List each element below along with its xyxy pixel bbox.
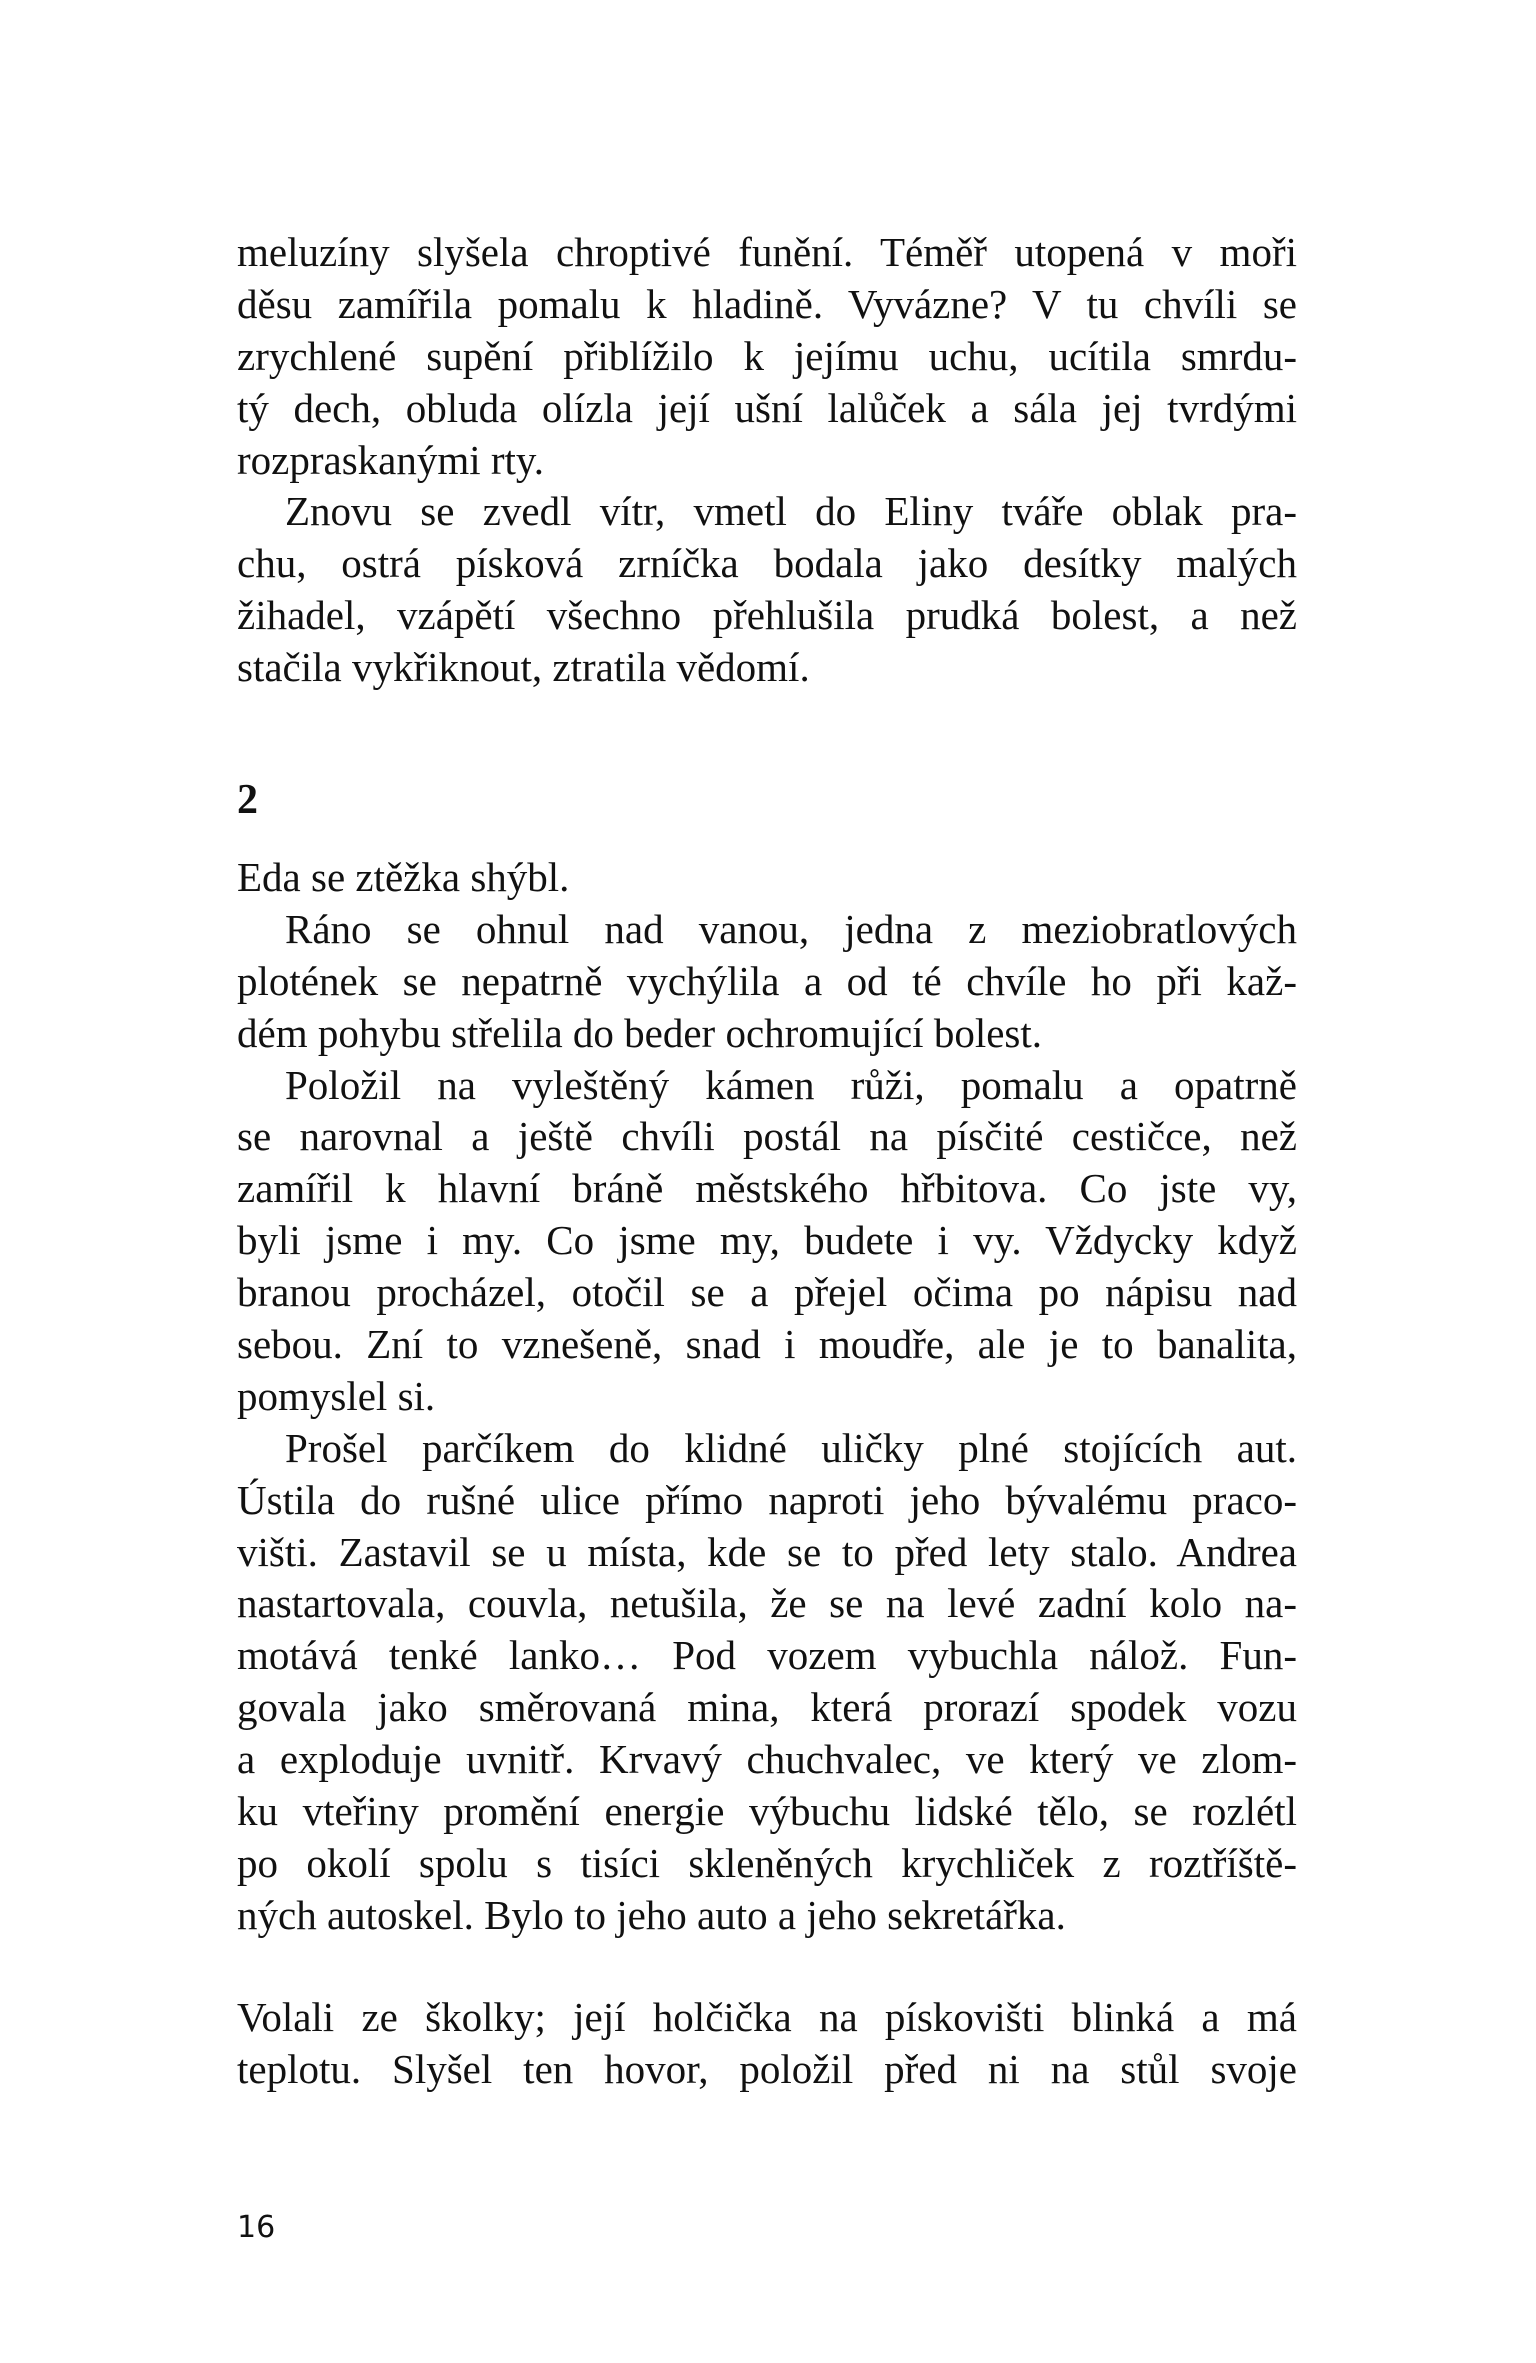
text-line: pomyslel si. — [237, 1372, 436, 1419]
text-line: stačila vykřiknout, ztratila vědomí. — [237, 644, 810, 691]
text-line: sebou. Zní to vznešeně, snad i moudře, ale je to banalita, — [237, 1321, 1297, 1368]
text-line: govala jako směrovaná mina, která prorazí spodek vozu — [237, 1684, 1297, 1731]
paragraph — [237, 1060, 1297, 1423]
text-line: Položil na vyleštěný kámen růži, pomalu a opatrně — [285, 1061, 1297, 1108]
paragraph — [237, 1992, 1297, 2096]
text-line: Znovu se zvedl vítr, vmetl do Eliny tváře oblak pra- — [285, 488, 1297, 535]
paragraph — [237, 1423, 1297, 1942]
text-line: zamířil k hlavní bráně městského hřbitova. Co jste vy, — [237, 1165, 1297, 1212]
text-line: višti. Zastavil se u místa, kde se to před lety stalo. Andrea — [237, 1528, 1297, 1575]
paragraph — [237, 852, 1297, 904]
text-line: a exploduje uvnitř. Krvavý chuchvalec, ve který ve zlom- — [237, 1736, 1297, 1783]
text-line: Ústila do rušné ulice přímo naproti jeho bývalému praco- — [237, 1476, 1297, 1523]
text-line: po okolí spolu s tisíci skleněných krychliček z roztříště- — [237, 1839, 1297, 1886]
chapter-heading: 2 — [237, 777, 258, 823]
text-block-chapter-2 — [237, 852, 1297, 1942]
text-line: ných autoskel. Bylo to jeho auto a jeho sekretářka. — [237, 1891, 1066, 1938]
page-number: 16 — [237, 2210, 276, 2245]
text-line: ku vteřiny promění energie výbuchu lidské tělo, se rozlétl — [237, 1788, 1297, 1835]
text-line: se narovnal a ještě chvíli postál na písčité cestičce, než — [237, 1113, 1297, 1160]
text-line: motává tenké lanko… Pod vozem vybuchla nálož. Fun- — [237, 1632, 1297, 1679]
text-line: meluzíny slyšela chroptivé funění. Téměř utopená v moři — [237, 229, 1297, 275]
paragraph — [237, 227, 1297, 486]
text-line: žihadel, vzápětí všechno přehlušila prudká bolest, a než — [237, 592, 1297, 639]
text-line: Prošel parčíkem do klidné uličky plné stojících aut. — [285, 1424, 1297, 1471]
text-block-section — [237, 1992, 1297, 2096]
text-line: branou procházel, otočil se a přejel očima po nápisu nad — [237, 1269, 1297, 1316]
paragraph — [237, 486, 1297, 694]
text-line: nastartovala, couvla, netušila, že se na levé zadní kolo na- — [237, 1580, 1297, 1627]
text-line: rozpraskanými rty. — [237, 436, 545, 483]
text-block-chapter-1-end — [237, 227, 1297, 694]
text-line: Eda se ztěžka shýbl. — [237, 854, 570, 900]
text-line: byli jsme i my. Co jsme my, budete i vy. Vždycky když — [237, 1217, 1297, 1264]
text-line: Volali ze školky; její holčička na pískovišti blinká a má — [237, 1994, 1297, 2040]
paragraph — [237, 904, 1297, 1060]
text-line: plotének se nepatrně vychýlila a od té chvíle ho při kaž- — [237, 957, 1297, 1004]
text-line: zrychlené supění přiblížilo k jejímu uchu, ucítila smrdu- — [237, 332, 1297, 379]
text-line: Ráno se ohnul nad vanou, jedna z meziobratlových — [285, 905, 1297, 952]
text-line: děsu zamířila pomalu k hladině. Vyvázne? V tu chvíli se — [237, 280, 1297, 327]
text-line: chu, ostrá písková zrníčka bodala jako desítky malých — [237, 540, 1297, 587]
text-line: tý dech, obluda olízla její ušní lalůček a sála jej tvrdými — [237, 384, 1297, 431]
text-line: teplotu. Slyšel ten hovor, položil před ni na stůl svoje — [237, 2045, 1297, 2092]
text-line: dém pohybu střelila do beder ochromující bolest. — [237, 1009, 1043, 1056]
